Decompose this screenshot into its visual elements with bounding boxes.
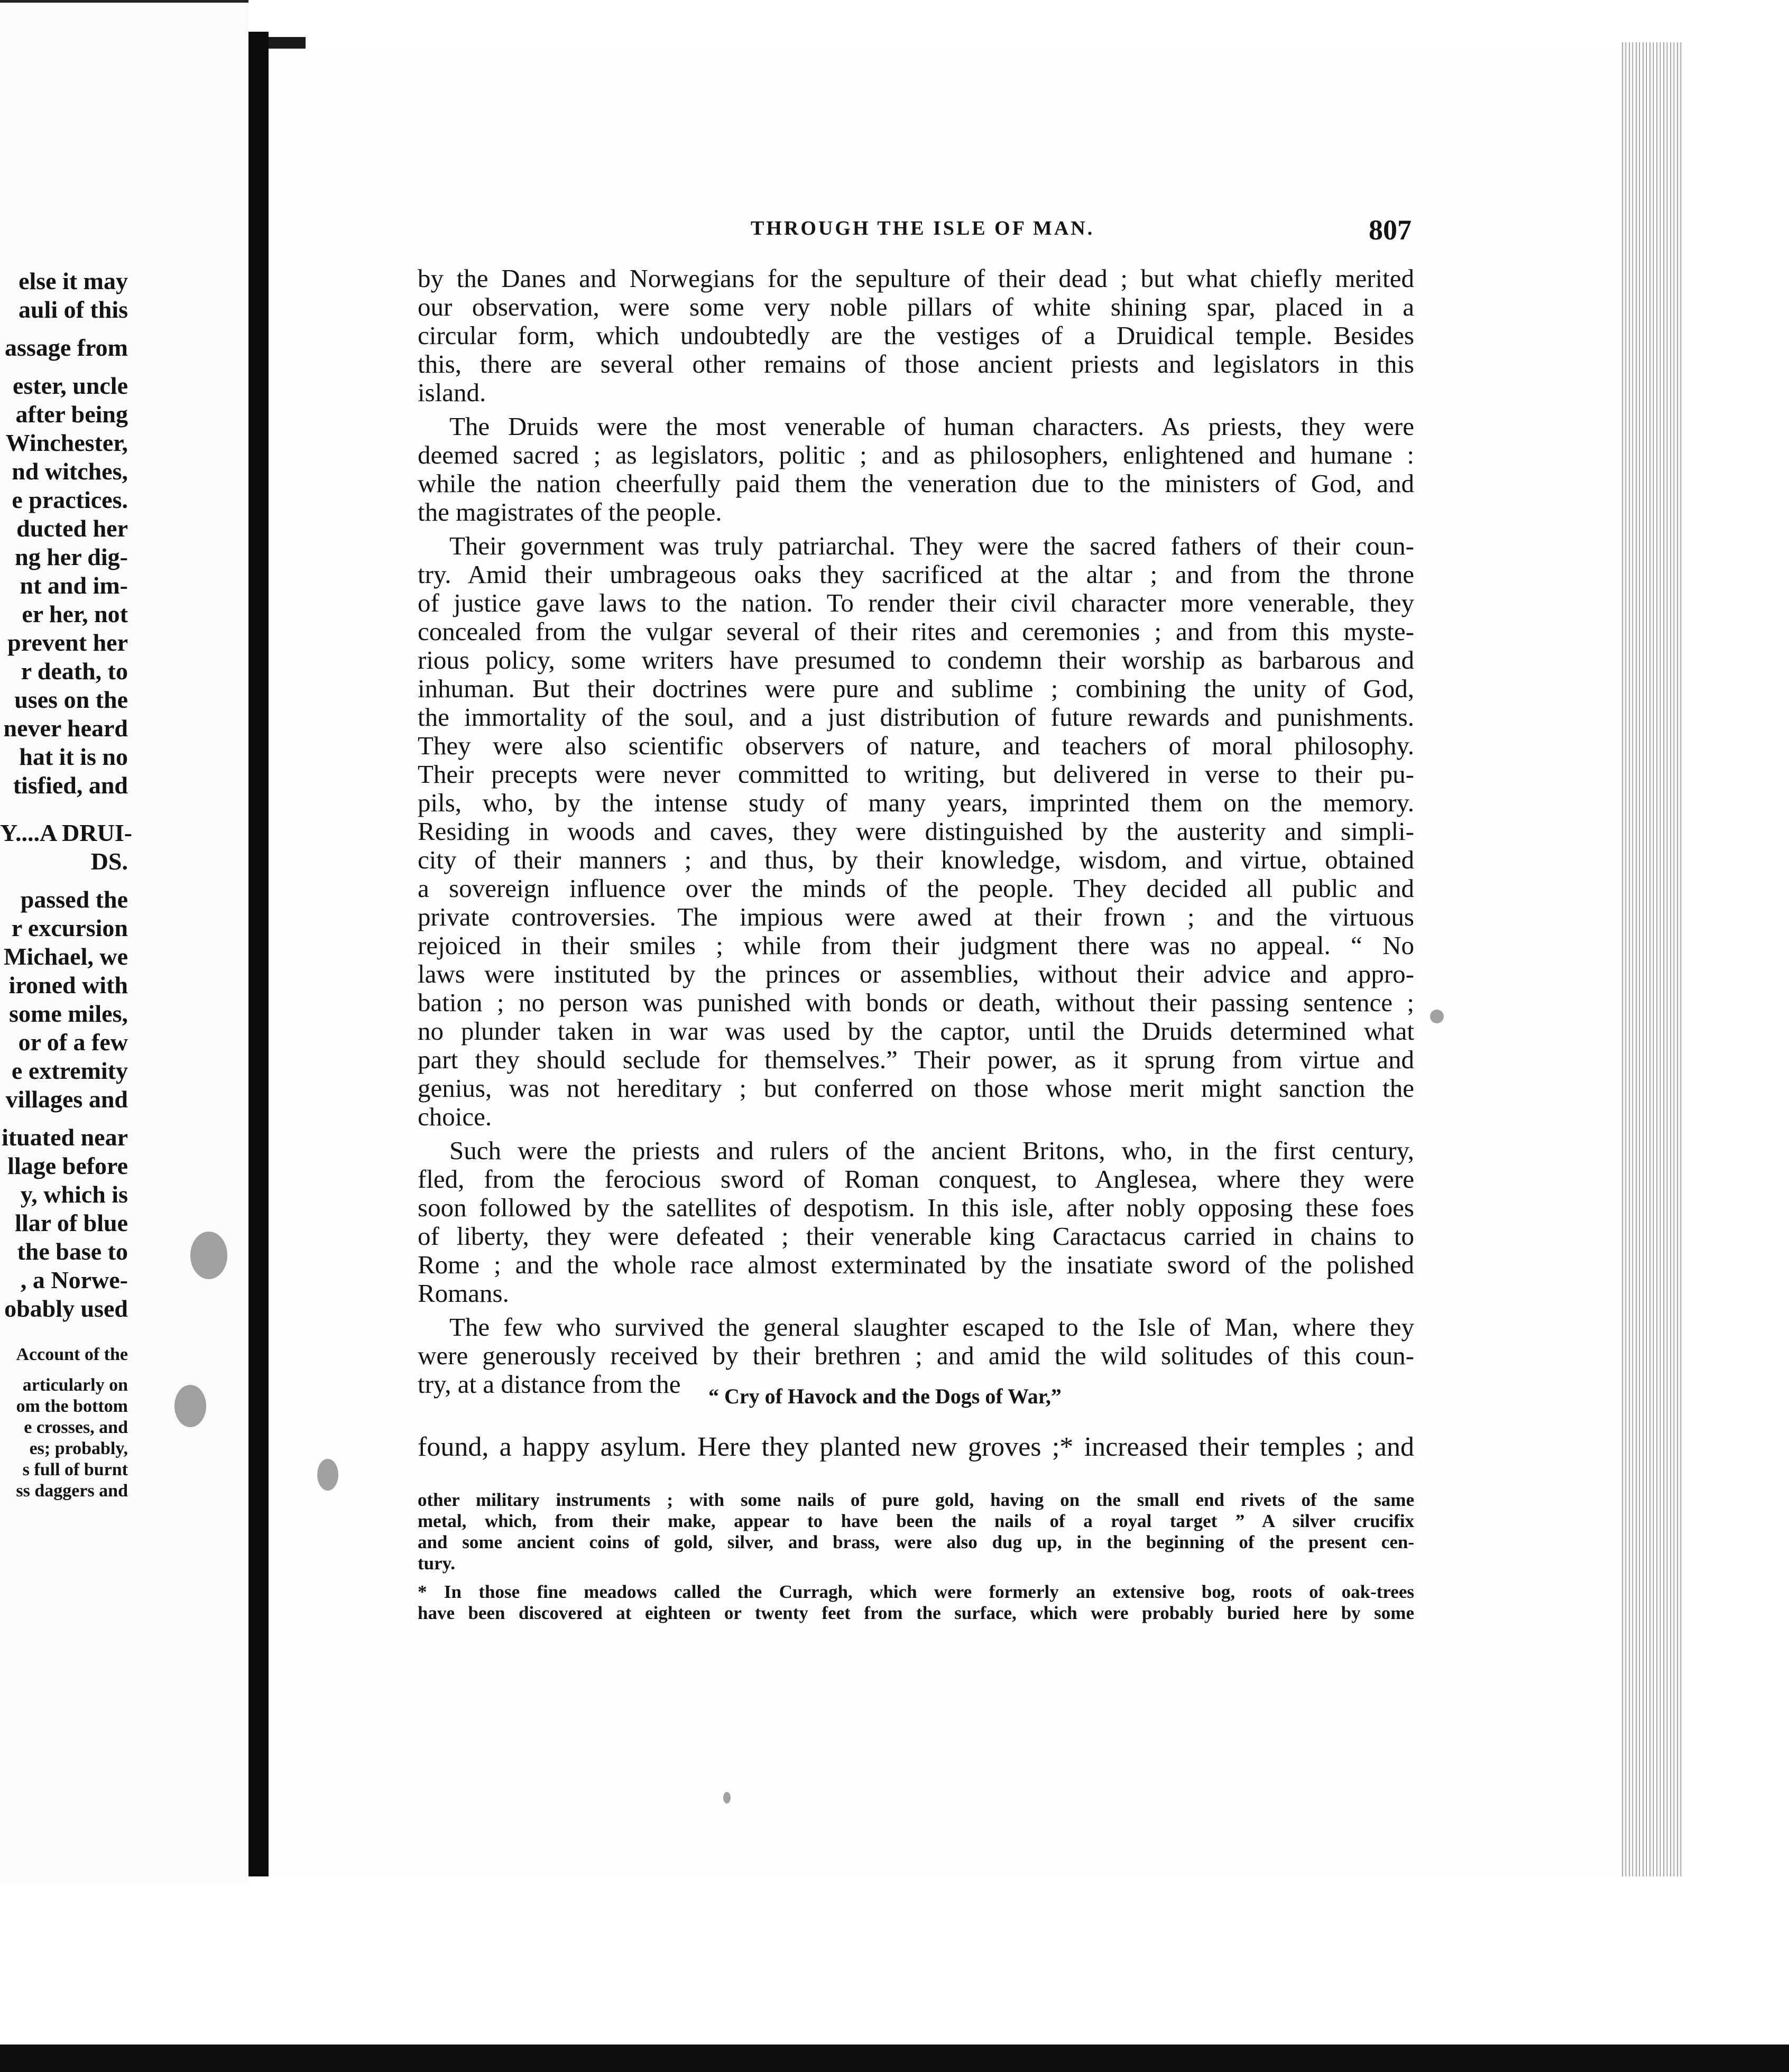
text-line: of justice gave laws to the nation. To render their civil character more venerable, they: [418, 589, 1414, 617]
facing-page-line: obably used: [4, 1295, 128, 1322]
text-line: circular form, which undoubtedly are the vestiges of a Druidical temple. Besides: [418, 321, 1414, 350]
facing-page-line: ironed with: [8, 972, 128, 998]
text-line: soon followed by the satellites of despotism. In this isle, after nobly opposing these foes: [418, 1194, 1414, 1222]
footnote-line: tury.: [418, 1553, 455, 1574]
scan-speck: [317, 1459, 338, 1491]
text-line: no plunder taken in war was used by the captor, until the Druids determined what: [418, 1017, 1414, 1046]
facing-page-line: [0, 876, 248, 885]
facing-page-line: assage from: [5, 334, 128, 361]
facing-page-line: llar of blue: [15, 1209, 128, 1236]
facing-page-line: ituated near: [2, 1124, 128, 1151]
scan-speck: [723, 1792, 731, 1803]
text-line: Residing in woods and caves, they were distinguished by the austerity and simpli-: [418, 817, 1414, 846]
text-line: try, at a distance from the: [418, 1370, 681, 1399]
text-line: the immortality of the soul, and a just distribution of future rewards and punishments.: [418, 703, 1414, 732]
facing-page-line: DS.: [90, 848, 128, 875]
text-line: while the nation cheerfully paid them the veneration due to the ministers of God, and: [418, 469, 1414, 498]
text-line: fled, from the ferocious sword of Roman conquest, to Anglesea, where they were: [418, 1165, 1414, 1194]
text-line: concealed from the vulgar several of their rites and ceremonies ; and from this myste-: [418, 617, 1414, 646]
facing-page-line: or of a few: [18, 1029, 128, 1056]
text-line: by the Danes and Norwegians for the sepulture of their dead ; but what chiefly merited: [418, 264, 1414, 293]
text-line: private controversies. The impious were awed at their frown ; and the virtuous: [418, 903, 1414, 931]
facing-page-note-line: Account of the: [16, 1345, 128, 1364]
scan-speck: [1430, 1010, 1444, 1023]
text-line: island.: [418, 378, 486, 407]
facing-page-line: [0, 809, 248, 819]
text-line: try. Amid their umbrageous oaks they sacrificed at the altar ; and from the throne: [418, 560, 1414, 589]
text-line: rious policy, some writers have presumed to condemn their worship as barbarous and: [418, 646, 1414, 674]
body-text-final-line: found, a happy asylum. Here they planted new groves ;* increased their temples ; and: [418, 1432, 1414, 1462]
facing-page-line: after being: [15, 401, 128, 428]
facing-page-line: nd witches,: [12, 458, 128, 485]
footnote-line: * In those fine meadows called the Curragh, which were formerly an extensive bog, roots of oak-trees: [418, 1581, 1414, 1602]
facing-page-note-line: articularly on: [22, 1375, 128, 1395]
facing-page-line: llage before: [7, 1152, 128, 1179]
page-edges: [1619, 42, 1683, 1876]
text-line: rejoiced in their smiles ; while from their judgment there was no appeal. “ No: [418, 931, 1414, 960]
facing-page-line: y, which is: [20, 1181, 128, 1208]
footnote: [418, 1490, 1414, 1574]
facing-page-left: [0, 0, 248, 1884]
text-line: part they should seclude for themselves.” Their power, as it sprung from virtue and: [418, 1046, 1414, 1074]
footnote-line: and some ancient coins of gold, silver, and brass, were also dug up, in the beginning of the present cen-: [418, 1532, 1414, 1552]
paragraph: [418, 1136, 1414, 1308]
facing-page-line: passed the: [20, 886, 128, 913]
scan-speck: [190, 1232, 227, 1279]
facing-page-line: hat it is no: [19, 743, 128, 770]
text-line: Rome ; and the whole race almost exterminated by the insatiate sword of the polished: [418, 1251, 1414, 1279]
facing-page-note-line: ss daggers and: [16, 1481, 128, 1501]
block-quote: “ Cry of Havock and the Dogs of War,”: [708, 1384, 1062, 1408]
text-line: deemed sacred ; as legislators, politic ; and as philosophers, enlightened and humane :: [418, 441, 1414, 469]
scan-margin: [1683, 0, 1789, 2045]
facing-page-line: ng her dig-: [15, 543, 128, 570]
text-line: Their government was truly patriarchal. They were the sacred fathers of their coun-: [449, 532, 1414, 560]
footnotes: [418, 1490, 1414, 1624]
text-line: The few who survived the general slaughter escaped to the Isle of Man, where they: [449, 1313, 1414, 1342]
text-line: Romans.: [418, 1279, 509, 1308]
facing-page-line: [0, 362, 248, 372]
text-line: laws were instituted by the princes or assemblies, without their advice and appro-: [418, 960, 1414, 988]
facing-page-note-line: om the bottom: [16, 1396, 128, 1416]
facing-page-line: nt and im-: [20, 572, 128, 599]
facing-page-line: er her, not: [22, 600, 128, 627]
text-line: were generously received by their brethren ; and amid the wild solitudes of this coun-: [418, 1342, 1414, 1370]
text-line: our observation, were some very noble pillars of white shining spar, placed in a: [418, 293, 1414, 321]
paragraph: [418, 532, 1414, 1131]
facing-page-note-line: es; probably,: [29, 1439, 128, 1458]
text-line: Their precepts were never committed to writing, but delivered in verse to their pu-: [418, 760, 1414, 789]
footnote: [418, 1581, 1414, 1624]
text-line: a sovereign influence over the minds of the people. They decided all public and: [418, 874, 1414, 903]
facing-page-line: r excursion: [11, 914, 128, 941]
facing-page-line: prevent her: [7, 629, 128, 656]
paragraph: [418, 412, 1414, 526]
text-line: bation ; no person was punished with bonds or death, without their passing sentence ;: [418, 988, 1414, 1017]
text-line: of liberty, they were defeated ; their venerable king Caractacus carried in chains to: [418, 1222, 1414, 1251]
text-line: the magistrates of the people.: [418, 498, 722, 526]
footnote-spacer: [418, 1574, 1414, 1581]
paragraph: [418, 264, 1414, 407]
facing-page-line: e extremity: [11, 1057, 128, 1084]
text-line: Such were the priests and rulers of the ancient Britons, who, in the first century,: [449, 1136, 1414, 1165]
facing-page-line: auli of this: [18, 296, 128, 323]
text-line: choice.: [418, 1103, 492, 1131]
facing-page-line: uses on the: [14, 686, 128, 713]
facing-page-note-line: e crosses, and: [24, 1418, 128, 1437]
footnote-line: other military instruments ; with some nails of pure gold, having on the small end rivets of the same: [418, 1490, 1414, 1510]
facing-page-spacer: [0, 1323, 248, 1344]
footnote-line: have been discovered at eighteen or twenty feet from the surface, which were probably buried here by some: [418, 1603, 1414, 1623]
facing-page-line: Y....A DRUI-: [0, 819, 133, 846]
facing-page-line: else it may: [19, 267, 128, 294]
text-line: this, there are several other remains of those ancient priests and legislators in this: [418, 350, 1414, 378]
facing-page-line: [0, 1114, 248, 1123]
facing-page-note-line: [0, 1365, 248, 1375]
footnote-line: metal, which, from their make, appear to have been the nails of a royal target ” A silver crucifix: [418, 1511, 1414, 1531]
facing-page-line: never heard: [3, 715, 128, 742]
facing-page-line: tisfied, and: [13, 772, 128, 799]
text-line: inhuman. But their doctrines were pure and sublime ; combining the unity of God,: [418, 674, 1414, 703]
facing-page-line: some miles,: [9, 1000, 128, 1027]
facing-page-line: [0, 324, 248, 334]
facing-page-line: Michael, we: [3, 943, 128, 970]
facing-page-note-line: s full of burnt: [22, 1460, 128, 1479]
running-header: [751, 214, 1412, 252]
running-title: THROUGH THE ISLE OF MAN.: [751, 217, 1095, 239]
scan-bottom-border: [0, 2045, 1789, 2072]
book-binding-gutter: [248, 32, 269, 1876]
facing-page-line: Winchester,: [5, 429, 128, 456]
facing-page-text: [0, 267, 248, 1502]
facing-page-line: ducted her: [16, 515, 128, 542]
facing-page-line: [0, 800, 248, 809]
gutter-shadow: [269, 37, 306, 49]
text-line: genius, was not hereditary ; but conferred on those whose merit might sanction the: [418, 1074, 1414, 1103]
text-line: The Druids were the most venerable of human characters. As priests, they were: [449, 412, 1414, 441]
page-number: 807: [1369, 214, 1412, 246]
text-line: city of their manners ; and thus, by their knowledge, wisdom, and virtue, obtained: [418, 846, 1414, 874]
body-text: [418, 264, 1414, 1404]
text-line: pils, who, by the intense study of many years, imprinted them on the memory.: [418, 789, 1414, 817]
facing-page-line: r death, to: [21, 658, 128, 684]
facing-page-line: , a Norwe-: [20, 1266, 128, 1293]
facing-page-line: ester, uncle: [12, 372, 128, 399]
facing-page-line: the base to: [17, 1238, 128, 1265]
scan-speck: [174, 1385, 206, 1427]
facing-page-line: villages and: [5, 1086, 128, 1113]
facing-page-line: e practices.: [12, 486, 128, 513]
text-line: They were also scientific observers of nature, and teachers of moral philosophy.: [418, 732, 1414, 760]
